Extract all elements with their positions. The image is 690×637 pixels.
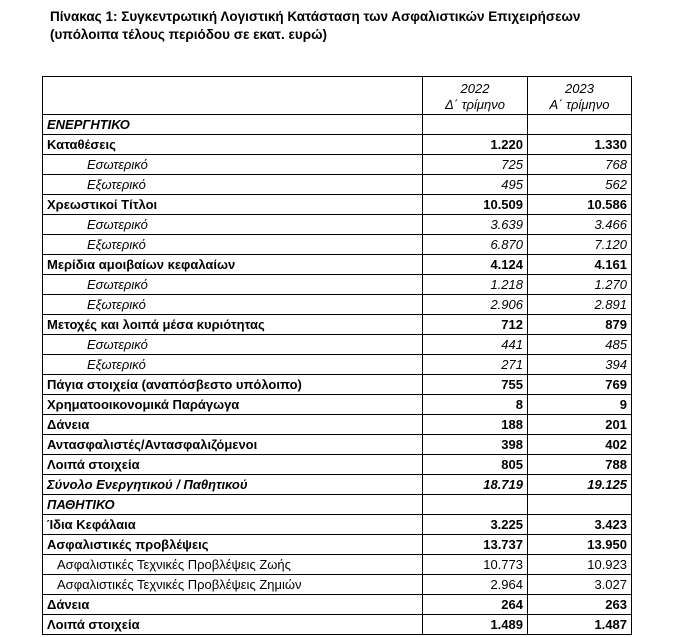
header-col-2023 xyxy=(528,77,632,115)
value-2023: 402 xyxy=(528,435,632,455)
value-2022: 18.719 xyxy=(423,475,528,495)
header-period: Δ΄ τρίμηνο xyxy=(445,97,505,112)
table-row xyxy=(43,515,632,535)
header-period: Α΄ τρίμηνο xyxy=(549,97,610,112)
table-row xyxy=(43,195,632,215)
row-label: Μετοχές και λοιπά μέσα κυριότητας xyxy=(43,315,423,335)
value-2022: 755 xyxy=(423,375,528,395)
table-row xyxy=(43,535,632,555)
row-label: Εσωτερικό xyxy=(43,275,423,295)
value-2023: 3.423 xyxy=(528,515,632,535)
table-row xyxy=(43,475,632,495)
value-2022: 1.218 xyxy=(423,275,528,295)
balance-sheet-table xyxy=(42,76,632,635)
value-2023: 788 xyxy=(528,455,632,475)
value-2023: 768 xyxy=(528,155,632,175)
value-2023: 201 xyxy=(528,415,632,435)
value-2023: 19.125 xyxy=(528,475,632,495)
header-col-2022 xyxy=(423,77,528,115)
value-2023: 3.027 xyxy=(528,575,632,595)
value-2022: 2.964 xyxy=(423,575,528,595)
table-row xyxy=(43,135,632,155)
value-2023 xyxy=(528,115,632,135)
table-row xyxy=(43,235,632,255)
value-2023: 10.586 xyxy=(528,195,632,215)
value-2022: 6.870 xyxy=(423,235,528,255)
row-label: Ασφαλιστικές προβλέψεις xyxy=(43,535,423,555)
value-2023: 1.487 xyxy=(528,615,632,635)
table-row xyxy=(43,455,632,475)
table-row xyxy=(43,175,632,195)
row-label: Μερίδια αμοιβαίων κεφαλαίων xyxy=(43,255,423,275)
value-2023: 1.330 xyxy=(528,135,632,155)
value-2023: 2.891 xyxy=(528,295,632,315)
value-2023: 263 xyxy=(528,595,632,615)
value-2023: 7.120 xyxy=(528,235,632,255)
header-year: 2022 xyxy=(460,81,490,96)
value-2023: 769 xyxy=(528,375,632,395)
value-2023: 485 xyxy=(528,335,632,355)
table-row xyxy=(43,555,632,575)
table-row xyxy=(43,395,632,415)
table-row xyxy=(43,415,632,435)
value-2022: 398 xyxy=(423,435,528,455)
table-row xyxy=(43,155,632,175)
header-blank-cell xyxy=(43,77,423,115)
table-row xyxy=(43,275,632,295)
value-2022: 8 xyxy=(423,395,528,415)
value-2022: 271 xyxy=(423,355,528,375)
row-label: Καταθέσεις xyxy=(43,135,423,155)
value-2023: 4.161 xyxy=(528,255,632,275)
row-label: Ασφαλιστικές Τεχνικές Προβλέψεις Ζημιών xyxy=(43,575,423,595)
value-2023: 1.270 xyxy=(528,275,632,295)
row-label: Εξωτερικό xyxy=(43,175,423,195)
value-2023: 13.950 xyxy=(528,535,632,555)
table-title xyxy=(50,8,580,44)
table-title-line2: (υπόλοιπα τέλους περιόδου σε εκατ. ευρώ) xyxy=(50,27,327,42)
value-2023 xyxy=(528,495,632,515)
table-row xyxy=(43,495,632,515)
row-label: Αντασφαλιστές/Αντασφαλιζόμενοι xyxy=(43,435,423,455)
row-label: Εξωτερικό xyxy=(43,295,423,315)
value-2022: 188 xyxy=(423,415,528,435)
value-2022: 441 xyxy=(423,335,528,355)
row-label: Δάνεια xyxy=(43,415,423,435)
value-2022: 13.737 xyxy=(423,535,528,555)
value-2022: 3.225 xyxy=(423,515,528,535)
table-row xyxy=(43,215,632,235)
value-2022: 495 xyxy=(423,175,528,195)
table-title-line1: Πίνακας 1: Συγκεντρωτική Λογιστική Κατάσταση των Ασφαλιστικών Επιχειρήσεων xyxy=(50,9,581,24)
value-2023: 562 xyxy=(528,175,632,195)
table-row xyxy=(43,615,632,635)
value-2022: 805 xyxy=(423,455,528,475)
table-row xyxy=(43,315,632,335)
value-2023: 879 xyxy=(528,315,632,335)
value-2023: 9 xyxy=(528,395,632,415)
row-label: Σύνολο Ενεργητικού / Παθητικού xyxy=(43,475,423,495)
value-2022: 4.124 xyxy=(423,255,528,275)
value-2023: 394 xyxy=(528,355,632,375)
value-2022: 2.906 xyxy=(423,295,528,315)
table-row xyxy=(43,255,632,275)
header-row xyxy=(43,77,632,115)
header-year: 2023 xyxy=(565,81,594,96)
value-2023: 3.466 xyxy=(528,215,632,235)
row-label: Εσωτερικό xyxy=(43,155,423,175)
value-2022: 10.773 xyxy=(423,555,528,575)
value-2022: 1.489 xyxy=(423,615,528,635)
row-label: Εξωτερικό xyxy=(43,235,423,255)
row-label: Δάνεια xyxy=(43,595,423,615)
value-2022: 1.220 xyxy=(423,135,528,155)
row-label: Λοιπά στοιχεία xyxy=(43,615,423,635)
table-row xyxy=(43,115,632,135)
row-label: Εσωτερικό xyxy=(43,215,423,235)
row-label: Εξωτερικό xyxy=(43,355,423,375)
row-label: Ίδια Κεφάλαια xyxy=(43,515,423,535)
table-row xyxy=(43,335,632,355)
table-row xyxy=(43,595,632,615)
row-label: ΠΑΘΗΤΙΚΟ xyxy=(43,495,423,515)
value-2022 xyxy=(423,115,528,135)
table-row xyxy=(43,435,632,455)
value-2023: 10.923 xyxy=(528,555,632,575)
row-label: Πάγια στοιχεία (αναπόσβεστο υπόλοιπο) xyxy=(43,375,423,395)
table-row xyxy=(43,575,632,595)
row-label: Ασφαλιστικές Τεχνικές Προβλέψεις Ζωής xyxy=(43,555,423,575)
row-label: ΕΝΕΡΓΗΤΙΚΟ xyxy=(43,115,423,135)
table-row xyxy=(43,375,632,395)
value-2022: 10.509 xyxy=(423,195,528,215)
value-2022 xyxy=(423,495,528,515)
value-2022: 712 xyxy=(423,315,528,335)
row-label: Χρεωστικοί Τίτλοι xyxy=(43,195,423,215)
table-row xyxy=(43,355,632,375)
value-2022: 3.639 xyxy=(423,215,528,235)
value-2022: 264 xyxy=(423,595,528,615)
row-label: Εσωτερικό xyxy=(43,335,423,355)
value-2022: 725 xyxy=(423,155,528,175)
row-label: Λοιπά στοιχεία xyxy=(43,455,423,475)
table-row xyxy=(43,295,632,315)
row-label: Χρηματοοικονομικά Παράγωγα xyxy=(43,395,423,415)
